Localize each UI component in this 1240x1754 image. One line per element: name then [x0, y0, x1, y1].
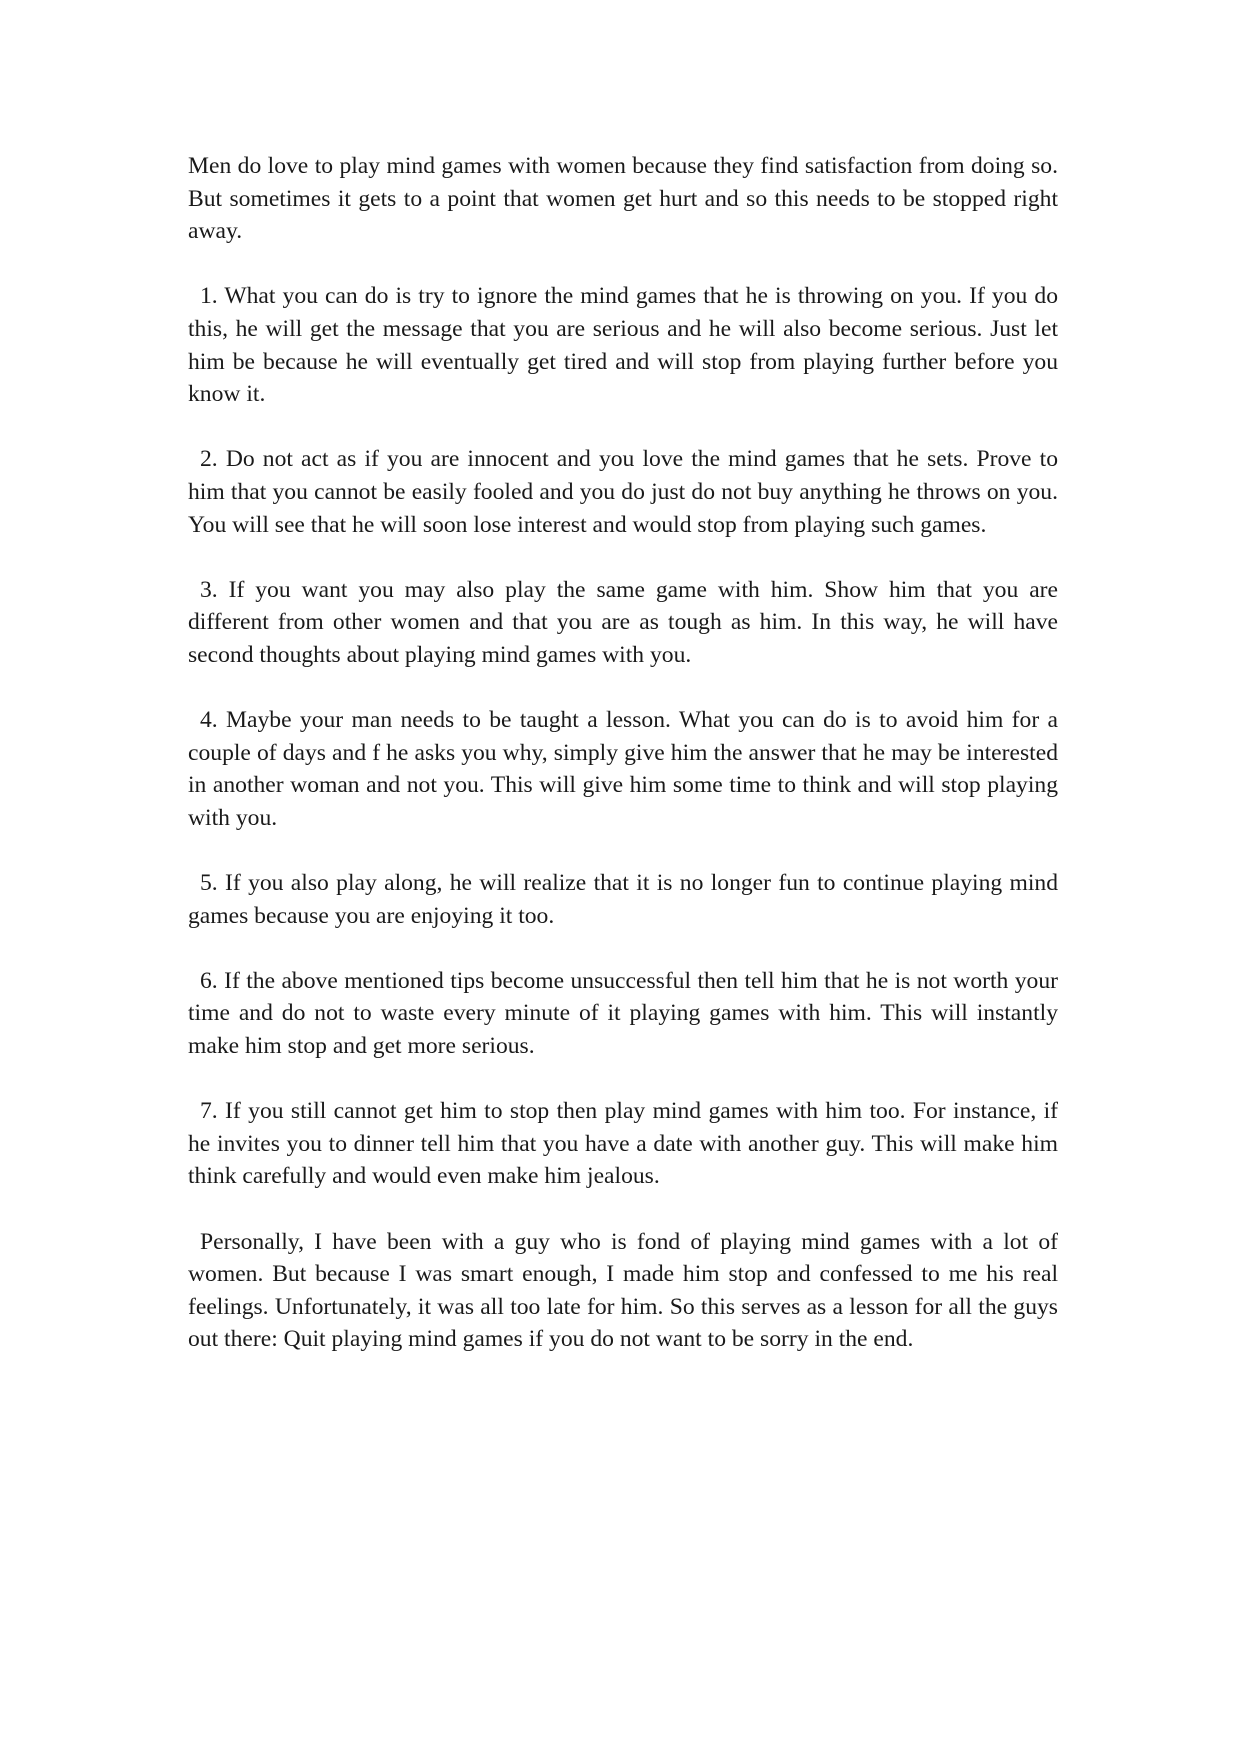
closing-paragraph: Personally, I have been with a guy who is fond of playing mind games with a lot of women. But because I was smart enough, I made him stop and confessed to me his real feelings. Unfortunately, it was all too late for him. So this serves as a lesson for all the guys out there: Quit playing mind games if you do not want to be sorry in the end.: [188, 1228, 1058, 1353]
tip-paragraph-3: 3. If you want you may also play the same game with him. Show him that you are different from other women and that you are as tough as him. In this way, he will have second thoughts about playing mind games with you.: [188, 576, 1058, 668]
tip-paragraph-5: 5. If you also play along, he will realize that it is no longer fun to continue playing mind games because you are enjoying it too.: [188, 870, 1058, 929]
tip-paragraph-6: 6. If the above mentioned tips become unsuccessful then tell him that he is not worth your time and do not to waste every minute of it playing games with him. This will instantly make him stop and get more serious.: [188, 967, 1058, 1060]
tip-paragraph-4: 4. Maybe your man needs to be taught a lesson. What you can do is to avoid him for a couple of days and f he asks you why, simply give him the answer that he may be interested in another woman and not you. This will give him some time to think and will stop playing with you.: [188, 707, 1058, 831]
tip-paragraph-1: 1. What you can do is try to ignore the mind games that he is throwing on you. If you do this, he will get the message that you are serious and he will also become serious. Just let him be because he will eventually get tired and will stop from playing further before you know it.: [188, 283, 1058, 408]
tip-paragraph-2: 2. Do not act as if you are innocent and you love the mind games that he sets. Prove to him that you cannot be easily fooled and you do just do not buy anything he throws on you. You will see that he will soon lose interest and would stop from playing such games.: [188, 446, 1058, 538]
intro-paragraph: Men do love to play mind games with women because they find satisfaction from doing so. But sometimes it gets to a point that women get hurt and so this needs to be stopped right away.: [188, 153, 1058, 245]
article-body: [188, 150, 1058, 1389]
tip-paragraph-7: 7. If you still cannot get him to stop then play mind games with him too. For instance, if he invites you to dinner tell him that you have a date with another guy. This will make him think carefully and would even make him jealous.: [188, 1098, 1058, 1190]
